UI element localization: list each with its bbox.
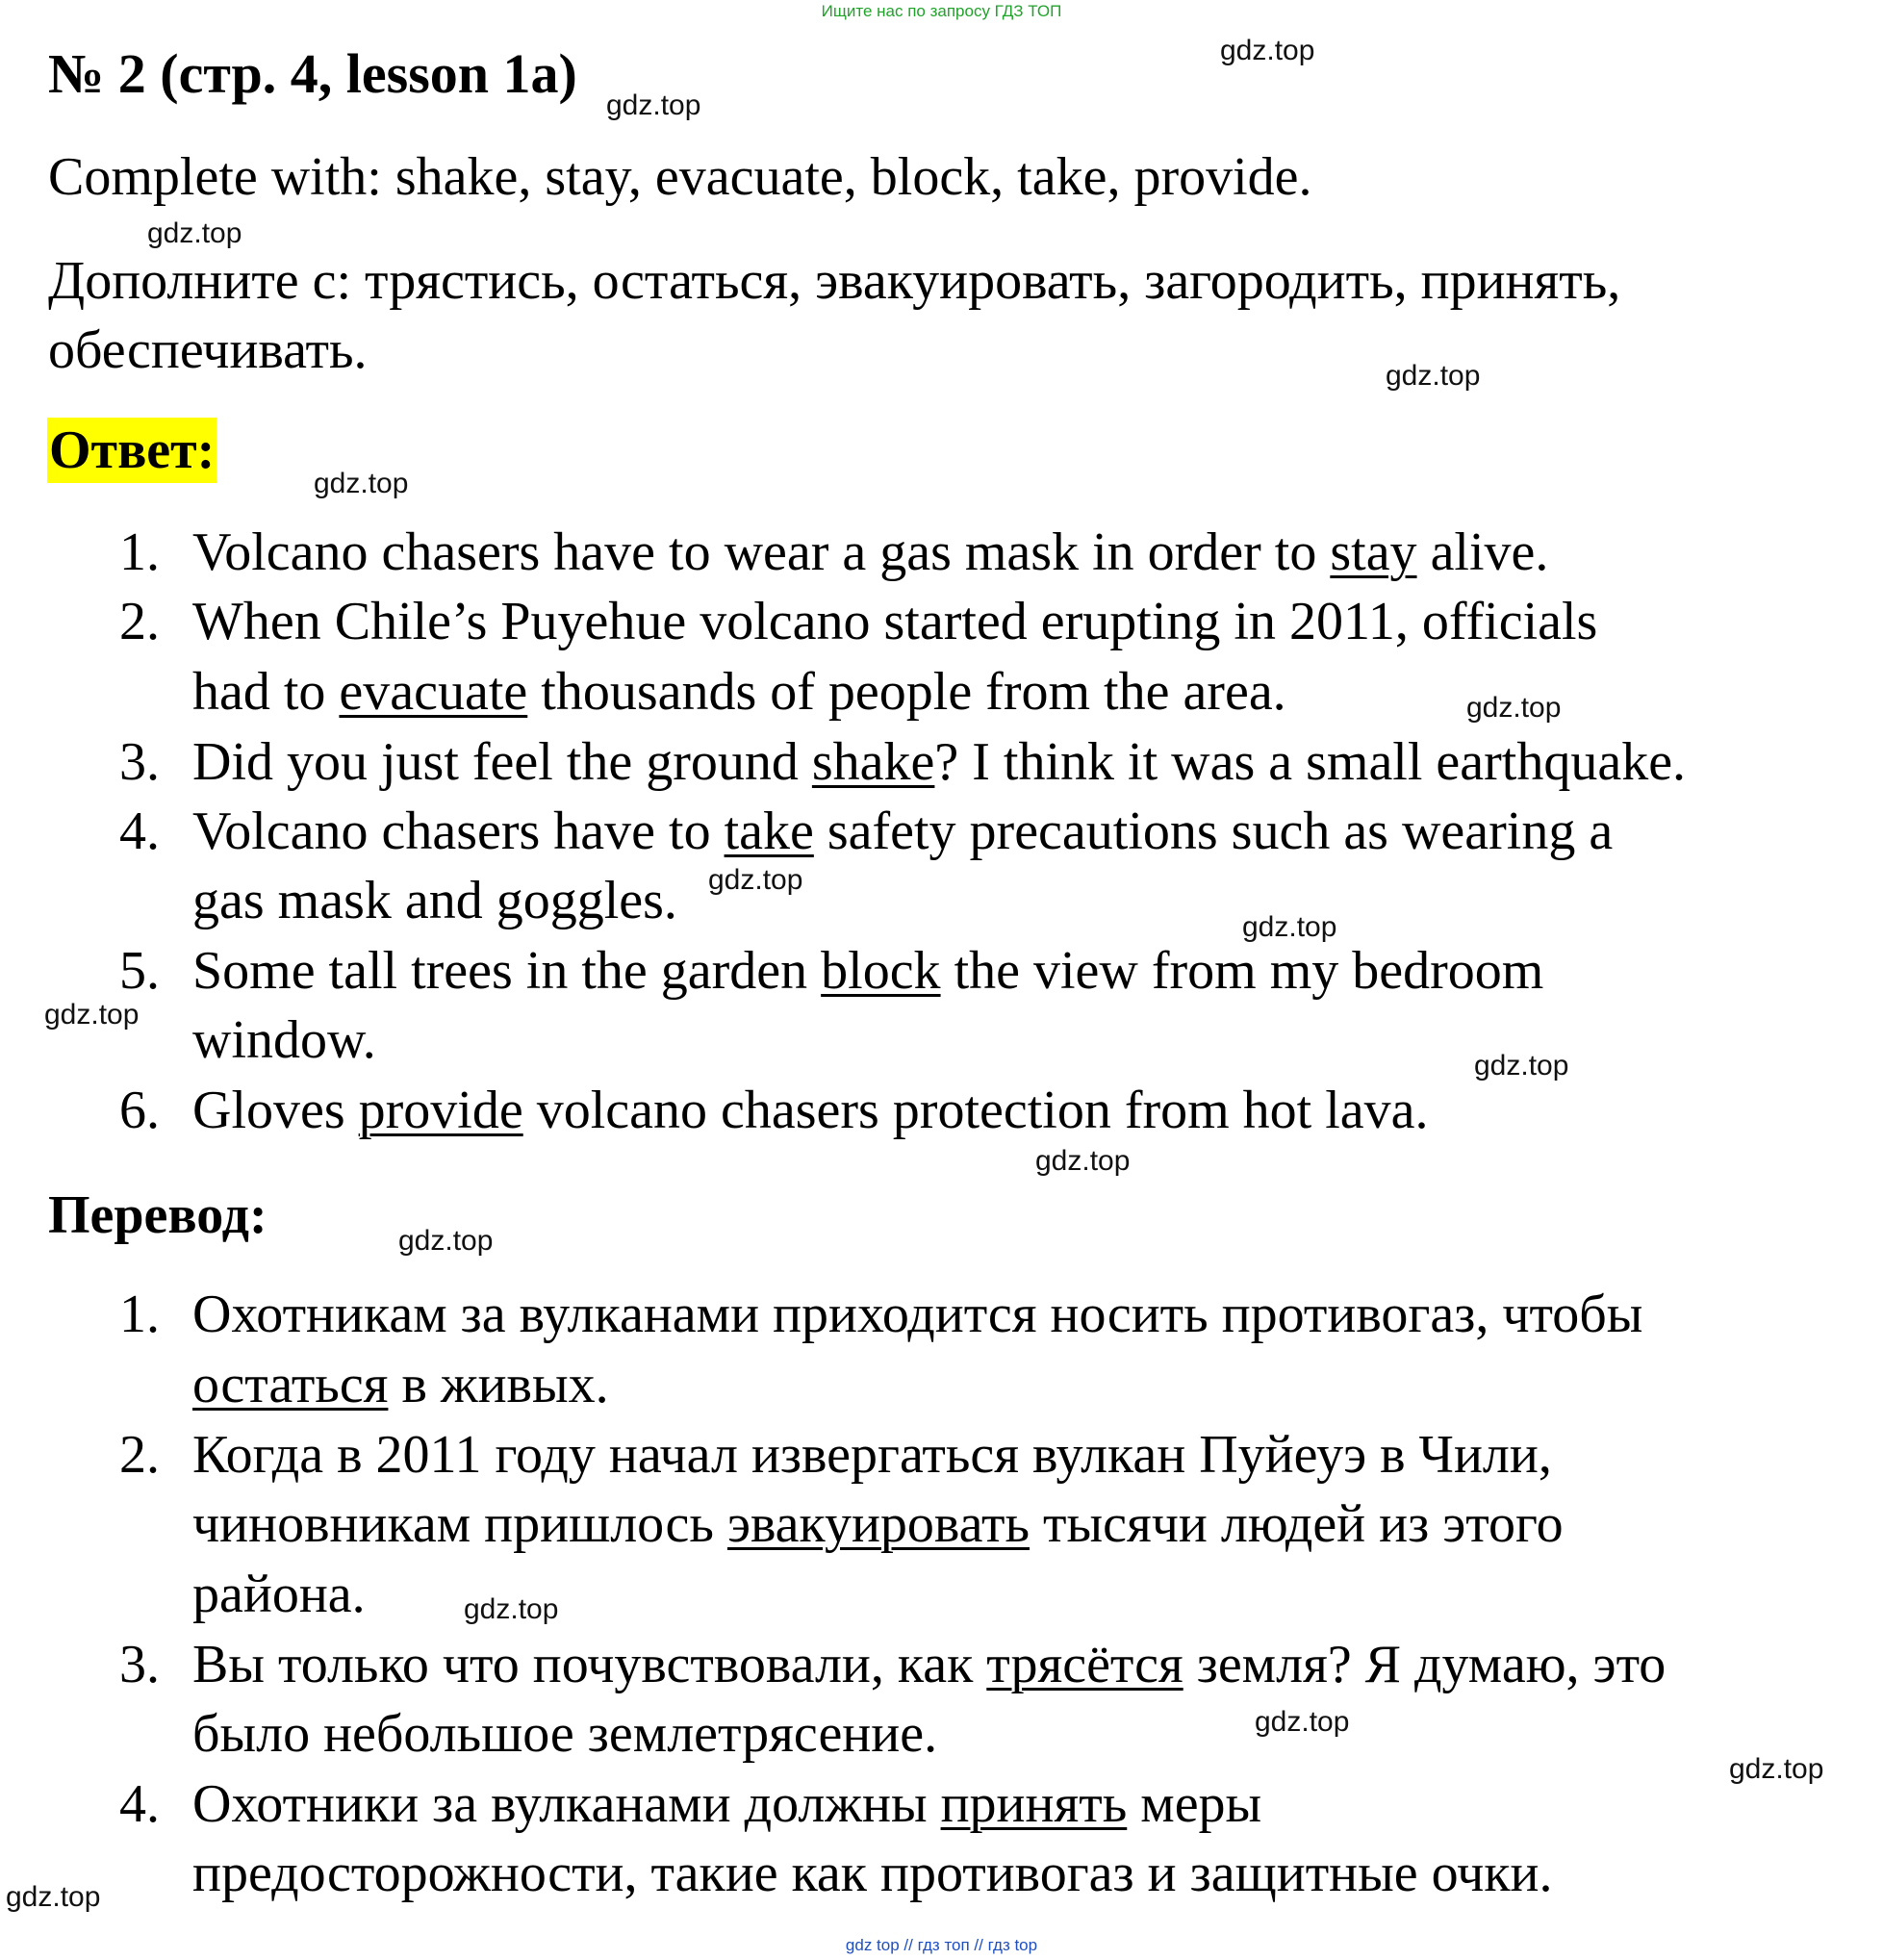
answer-4-line-2: gas mask and goggles. [192,871,677,930]
translation-number: 1. [119,1285,160,1344]
translation-3-line-1: Вы только что почувствовали, как трясётся земля? Я думаю, это [192,1635,1667,1694]
watermark: gdz.top [708,864,803,896]
translation-4-line-2: предосторожности, такие как противогаз и защитные очки. [192,1844,1553,1903]
answer-heading: Ответ: [47,418,216,483]
answer-2-line-1: When Chile’s Puyehue volcano started erupting in 2011, officials [192,592,1598,651]
watermark: gdz.top [1255,1706,1350,1738]
watermark: gdz.top [606,89,701,121]
answer-word: evacuate [339,662,528,722]
answer-6-line: Gloves provide volcano chasers protection from hot lava. [192,1081,1429,1140]
answer-word: block [821,941,941,1001]
answer-word: take [724,802,814,861]
translation-1-line-1: Охотникам за вулканами приходится носить противогаз, чтобы [192,1285,1643,1344]
answer-word: shake [811,732,935,792]
translation-number: 3. [119,1635,160,1694]
translation-4-line-1: Охотники за вулканами должны принять меры [192,1774,1262,1834]
answer-number: 6. [119,1081,160,1140]
watermark: gdz.top [1220,35,1315,66]
answer-number: 4. [119,802,160,861]
watermark: gdz.top [44,999,140,1031]
answer-number: 5. [119,941,160,1001]
watermark: gdz.top [398,1225,494,1257]
watermark: gdz.top [1242,911,1337,943]
answer-4-line-1: Volcano chasers have to take safety precautions such as wearing a [192,802,1614,861]
watermark: gdz.top [314,468,409,499]
watermark: gdz.top [1466,692,1562,724]
answer-2-line-2: had to evacuate thousands of people from the area. [192,662,1286,722]
watermark: gdz.top [1474,1050,1569,1082]
translation-word: эвакуировать [726,1494,1031,1554]
instruction-russian-line-1: Дополните с: трястись, остаться, эвакуировать, загородить, принять, [48,251,1621,311]
watermark: gdz.top [1386,360,1481,392]
watermark: gdz.top [6,1881,101,1913]
translation-heading: Перевод: [48,1185,267,1245]
answer-number: 3. [119,732,160,792]
translation-word: остаться [192,1355,389,1414]
instruction-english: Complete with: shake, stay, evacuate, block, take, provide. [48,147,1312,207]
answer-word: provide [358,1081,523,1140]
top-banner-link[interactable]: Ищите нас по запросу ГДЗ ТОП [821,2,1062,20]
watermark: gdz.top [1035,1145,1131,1177]
answer-3-line: Did you just feel the ground shake? I think it was a small earthquake. [192,732,1687,792]
watermark: gdz.top [1729,1753,1824,1785]
translation-number: 4. [119,1774,160,1834]
answer-number: 2. [119,592,160,651]
answer-number: 1. [119,522,160,582]
translation-2-line-2: чиновникам пришлось эвакуировать тысячи людей из этого [192,1494,1564,1554]
watermark: gdz.top [464,1593,559,1625]
instruction-russian-line-2: обеспечивать. [48,320,368,380]
answer-1-line: Volcano chasers have to wear a gas mask in order to stay alive. [192,522,1549,582]
translation-word: трясётся [986,1635,1183,1694]
translation-2-line-3: района. [192,1565,366,1624]
translation-3-line-2: было небольшое землетрясение. [192,1704,938,1764]
answer-5-line-1: Some tall trees in the garden block the view from my bedroom [192,941,1544,1001]
translation-1-line-2: остаться в живых. [192,1355,609,1414]
translation-word: принять [940,1774,1128,1834]
footer-links[interactable]: gdz top // гдз топ // гдз top [845,1936,1038,1954]
translation-number: 2. [119,1425,160,1485]
translation-2-line-1: Когда в 2011 году начал извергаться вулкан Пуйеуэ в Чили, [192,1425,1552,1485]
exercise-title: № 2 (стр. 4, lesson 1a) [48,42,577,105]
answer-word: stay [1330,522,1417,582]
watermark: gdz.top [147,217,242,249]
answer-5-line-2: window. [192,1010,376,1070]
